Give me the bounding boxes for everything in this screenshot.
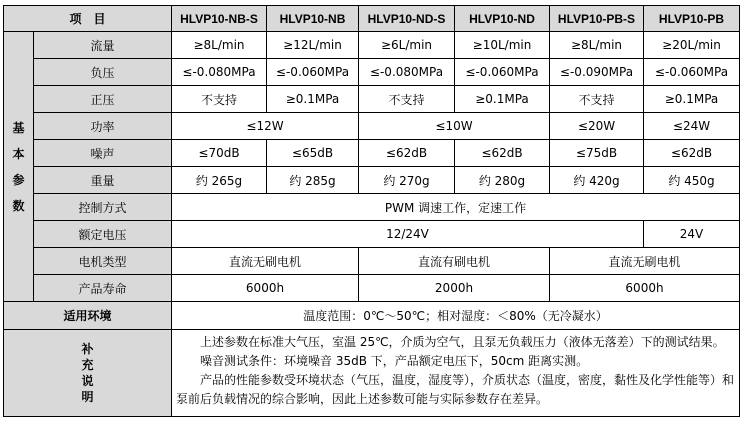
param-label: 功率 [34,113,172,140]
basic-params-group-label: 基 本 参 数 [4,32,34,302]
param-value: ≤-0.090MPa [550,59,644,86]
param-label: 流量 [34,32,172,59]
param-value: ≤-0.060MPa [267,59,359,86]
negative-pressure-row [4,59,740,86]
param-label: 噪声 [34,140,172,167]
param-value: 不支持 [359,86,455,113]
notes-row [4,330,740,417]
param-value: ≤-0.080MPa [172,59,267,86]
param-value: 6000h [172,275,359,302]
param-value: 6000h [550,275,740,302]
param-value: ≥0.1MPa [644,86,740,113]
header-model: HLVP10-NB [267,6,359,32]
param-value: ≥12L/min [267,32,359,59]
param-value: 24V [644,221,740,248]
param-label: 控制方式 [34,194,172,221]
note-paragraph: 产品的性能参数受环境状态（气压，温度，湿度等），介质状态（温度，密度，黏性及化学性能等）和泵前后负载情况的综合影响，因此上述参数可能与实际参数存在差异。 [176,373,735,406]
header-model: HLVP10-PB [644,6,740,32]
param-value: 直流无刷电机 [172,248,359,275]
param-label: 重量 [34,167,172,194]
header-model: HLVP10-NB-S [172,6,267,32]
param-value: ≥6L/min [359,32,455,59]
param-label: 负压 [34,59,172,86]
param-value: 约 285g [267,167,359,194]
header-item: 项 目 [4,6,172,32]
flow-row [4,32,740,59]
voltage-row [4,221,740,248]
power-row [4,113,740,140]
param-value: ≤20W [550,113,644,140]
param-value: 2000h [359,275,550,302]
param-value: ≤24W [644,113,740,140]
param-value: ≥10L/min [455,32,550,59]
param-value: 约 420g [550,167,644,194]
environment-value: 温度范围：0℃～50℃；相对湿度：＜80%（无冷凝水） [172,302,740,330]
param-value: 约 280g [455,167,550,194]
param-value: PWM 调速工作，定速工作 [172,194,740,221]
param-value: ≤62dB [455,140,550,167]
param-value: ≤-0.060MPa [644,59,740,86]
param-value: 约 270g [359,167,455,194]
notes-content [172,330,740,417]
noise-row [4,140,740,167]
param-value: ≤70dB [172,140,267,167]
param-value: 约 265g [172,167,267,194]
note-paragraph: 上述参数在标准大气压，室温 25℃，介质为空气，且泵无负载压力（液体无落差）下的测试结果。 [200,335,725,349]
param-label: 额定电压 [34,221,172,248]
param-value: ≤65dB [267,140,359,167]
param-value: ≤75dB [550,140,644,167]
param-value: 不支持 [550,86,644,113]
param-value: ≥8L/min [550,32,644,59]
param-value: ≤-0.060MPa [455,59,550,86]
header-model: HLVP10-ND [455,6,550,32]
param-label: 正压 [34,86,172,113]
param-value: 约 450g [644,167,740,194]
param-value: 直流无刷电机 [550,248,740,275]
param-value: 直流有刷电机 [359,248,550,275]
note-paragraph: 噪音测试条件：环境噪音 35dB 下，产品额定电压下，50cm 距离实测。 [200,354,589,368]
param-value: ≤-0.080MPa [359,59,455,86]
control-row [4,194,740,221]
spec-table [3,5,740,417]
notes-label: 补 充 说 明 [4,330,172,417]
param-value: 不支持 [172,86,267,113]
environment-row [4,302,740,330]
positive-pressure-row [4,86,740,113]
header-model: HLVP10-PB-S [550,6,644,32]
param-value: ≤12W [172,113,359,140]
environment-label: 适用环境 [4,302,172,330]
lifetime-row [4,275,740,302]
param-value: ≥20L/min [644,32,740,59]
param-label: 产品寿命 [34,275,172,302]
header-model: HLVP10-ND-S [359,6,455,32]
param-value: ≥0.1MPa [455,86,550,113]
param-value: ≤62dB [644,140,740,167]
param-value: ≤10W [359,113,550,140]
motor-row [4,248,740,275]
param-label: 电机类型 [34,248,172,275]
param-value: ≥0.1MPa [267,86,359,113]
param-value: ≥8L/min [172,32,267,59]
weight-row [4,167,740,194]
param-value: ≤62dB [359,140,455,167]
param-value: 12/24V [172,221,644,248]
header-row [4,6,740,32]
